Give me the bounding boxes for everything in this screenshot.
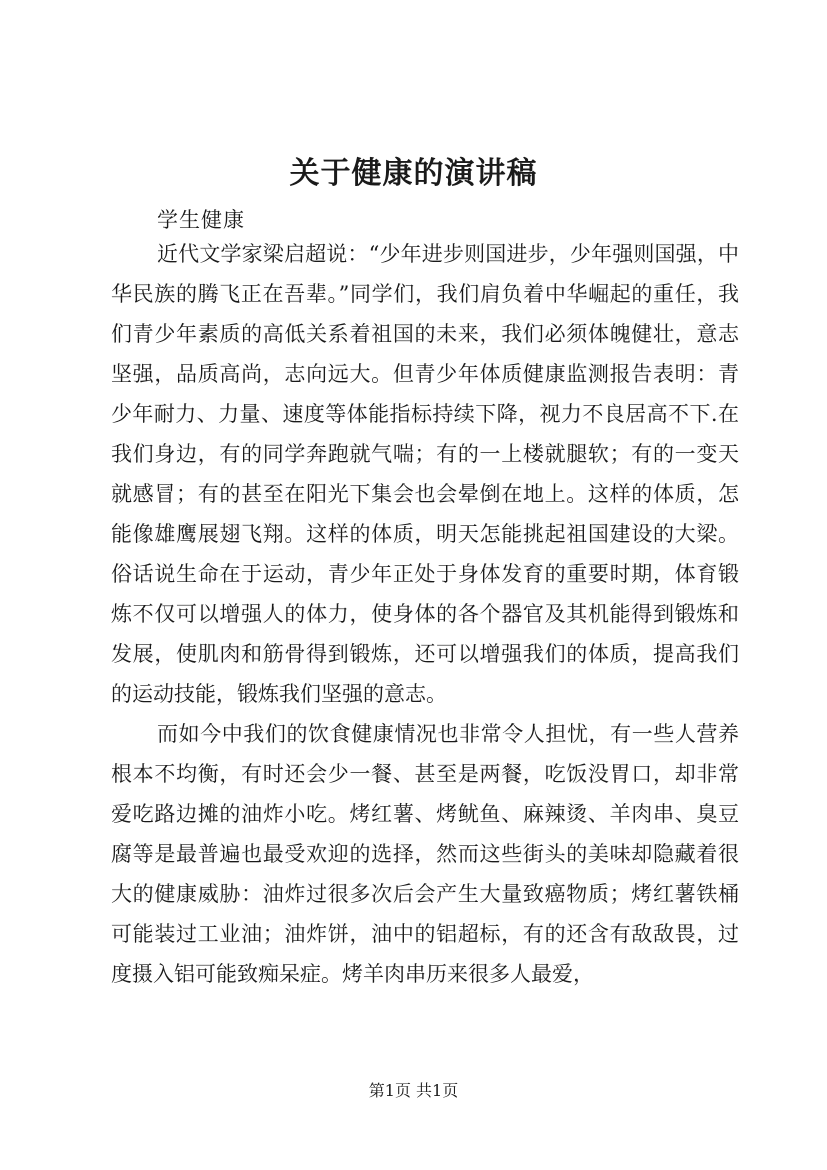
paragraph: 近代文学家梁启超说：“少年进步则国进步，少年强则国强，中华民族的腾飞正在吾辈。”同学们，我们肩负着中华崛起的重任，我们青少年素质的高低关系着祖国的未来，我们必须体魄健壮，意志坚强，品质高尚，志向远大。但青少年体质健康监测报告表明：青少年耐力、力量、速度等体能指标持续下降，视力不良居高不下.在我们身边，有的同学奔跑就气喘；有的一上楼就腿软；有的一变天就感冒；有的甚至在阳光下集会也会晕倒在地上。这样的体质，怎能像雄鹰展翅飞翔。这样的体质，明天怎能挑起祖国建设的大梁。俗话说生命在于运动，青少年正处于身体发育的重要时期，体育锻炼不仅可以增强人的体力，使身体的各个器官及其机能得到锻炼和发展，使肌肉和筋骨得到锻炼，还可以增强我们的体质，提高我们的运动技能，锻炼我们坚强的意志。	[111, 242, 739, 706]
page-footer: 第1页 共1页	[368, 1081, 459, 1100]
document-body	[111, 234, 739, 994]
document-subtitle: 学生健康	[157, 208, 245, 232]
page-title: 关于健康的演讲稿	[289, 156, 538, 191]
paragraph: 而如今中我们的饮食健康情况也非常令人担忧，有一些人营养根本不均衡，有时还会少一餐、甚至是两餐，吃饭没胃口，却非常爱吃路边摊的油炸小吃。烤红薯、烤鱿鱼、麻辣烫、羊肉串、臭豆腐等是最普遍也最受欢迎的选择，然而这些街头的美味却隐藏着很大的健康威胁：油炸过很多次后会产生大量致癌物质；烤红薯铁桶可能装过工业油；油炸饼，油中的铝超标，有的还含有敌敌畏，过度摄入铝可能致痴呆症。烤羊肉串历来很多人最爱，	[111, 722, 739, 986]
